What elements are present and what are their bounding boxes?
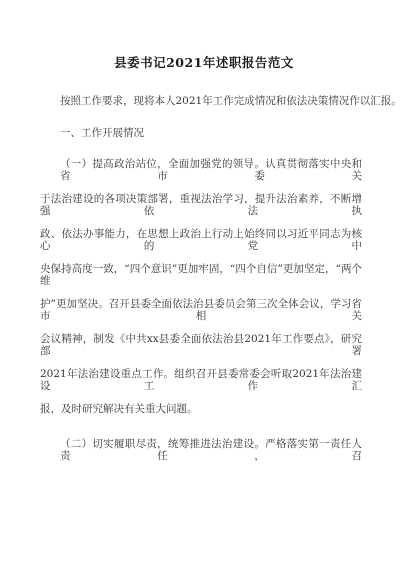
paragraph-1-line-1: （一）提高政治站位，全面加强党的领导。认真贯彻落实中央和省市委关 <box>60 158 362 182</box>
paragraph-1-line-5: 护”更加坚决。召开县委全面依法治县委员会第三次全体会议，学习省市相关 <box>40 298 362 322</box>
paragraph-1-line-7: 2021年法治建设重点工作。组织召开县委常委会听取2021年法治建设工作汇 <box>40 368 362 392</box>
paragraph-1-line-2: 于法治建设的各项决策部署，重视法治学习，提升法治素养，不断增强依法执 <box>40 193 362 217</box>
paragraph-1-line-3: 政、依法办事能力，在思想上政治上行动上始终同以习近平同志为核心的党中 <box>40 228 362 252</box>
paragraph-1-line-6: 会议精神，制发《中共xx县委全面依法治县2021年工作要点》，研究部署 <box>40 333 362 357</box>
paragraph-2-line-1: （二）切实履职尽责，统筹推进法治建设。严格落实第一责任人责任，召 <box>60 438 362 462</box>
paragraph-1-line-8: 报，及时研究解决有关重大问题。 <box>40 403 198 415</box>
section-heading: 一、工作开展情况 <box>60 127 144 139</box>
paragraph-1-line-4: 央保持高度一致，“四个意识”更加牢固，“四个自信”更加坚定，“两个维 <box>40 263 362 287</box>
intro-paragraph: 按照工作要求，现将本人2021年工作完成情况和依法决策情况作以汇报。 <box>60 95 402 107</box>
document-title: 县委书记2021年述职报告范文 <box>114 55 294 70</box>
